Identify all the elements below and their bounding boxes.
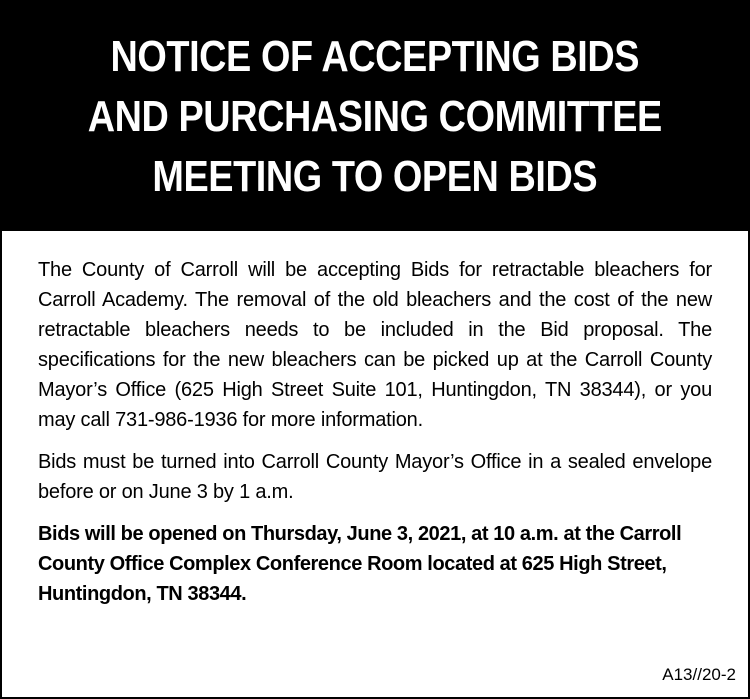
notice-header bbox=[2, 2, 748, 231]
notice-title bbox=[88, 27, 662, 207]
notice-body bbox=[2, 231, 748, 609]
notice-title-line: MEETING TO OPEN BIDS bbox=[152, 151, 598, 201]
notice-title-line: AND PURCHASING COMMITTEE bbox=[87, 91, 663, 141]
notice-paragraph-intro: The County of Carroll will be accepting Bids for retractable bleachers for Carroll Academy. The removal of the old bleachers and the cost of the new retractable bleachers needs to be included in the Bid proposal. The specifications for the new bleachers can be picked up at the Carroll County Mayor’s Office (625 High Street Suite 101, Huntingdon, TN 38344), or you may call 731-986-1936 for more information. bbox=[38, 259, 712, 431]
notice-title-line: NOTICE OF ACCEPTING BIDS bbox=[110, 31, 640, 81]
notice-paragraph-submission: Bids must be turned into Carroll County Mayor’s Office in a sealed envelope before or on June 3 by 1 a.m. bbox=[38, 451, 712, 503]
notice-reference-code: A13//20-2 bbox=[662, 665, 736, 684]
notice-paragraph-opening: Bids will be opened on Thursday, June 3, 2021, at 10 a.m. at the Carroll County Office Complex Conference Room located at 625 High Street, Huntingdon, TN 38344. bbox=[38, 523, 682, 605]
